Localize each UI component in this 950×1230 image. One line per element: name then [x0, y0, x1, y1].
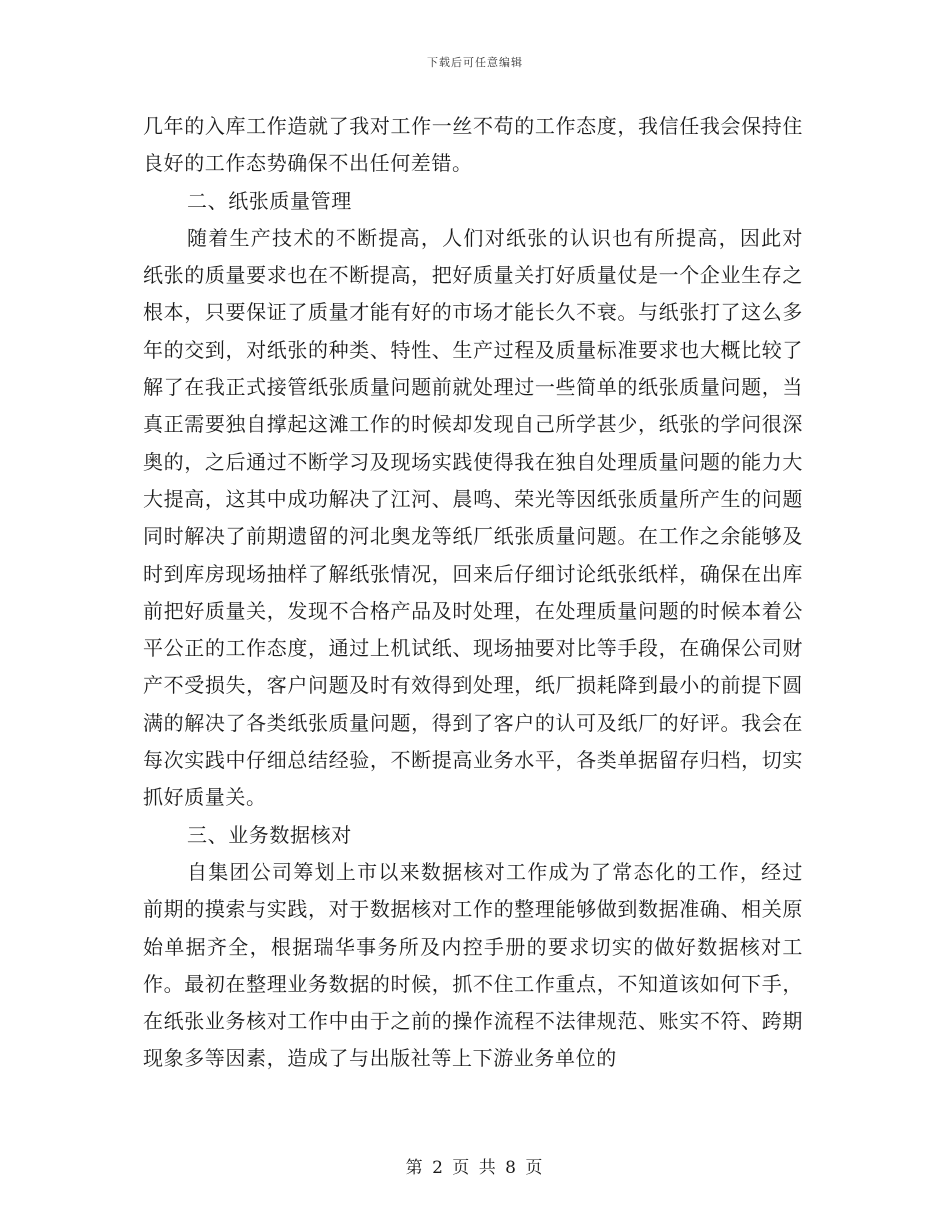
page-header-note: 下载后可任意编辑 — [427, 56, 523, 69]
section-heading-paper-quality: 二、纸张质量管理 — [187, 188, 352, 213]
paragraph-continuation: 几年的入库工作造就了我对工作一丝不苟的工作态度，我信任我会保持住良好的工作态势确保不出任何差错。 — [143, 114, 803, 176]
page-number: 第 2 页 共 8 页 — [405, 1158, 545, 1178]
paragraph-data-check: 自集团公司筹划上市以来数据核对工作成为了常态化的工作，经过前期的摸索与实践，对于数据核对工作的整理能够做到数据准确、相关原始单据齐全，根据瑞华事务所及内控手册的要求切实的做好数据核对工作。最初在整理业务数据的时候，抓不住工作重点，不知道该如何下手，在纸张业务核对工作中由于之前的操作流程不法律规范、账实不符、跨期现象多等因素，造成了与出版社等上下游业务单位的 — [143, 859, 803, 1071]
document-body — [143, 108, 803, 1078]
section-heading-data-check: 三、业务数据核对 — [187, 822, 352, 847]
paragraph-paper-quality: 随着生产技术的不断提高，人们对纸张的认识也有所提高，因此对纸张的质量要求也在不断提高，把好质量关打好质量仗是一个企业生存之根本，只要保证了质量才能有好的市场才能长久不衰。与纸张打了这么多年的交到，对纸张的种类、特性、生产过程及质量标准要求也大概比较了解了在我正式接管纸张质量问题前就处理过一些简单的纸张质量问题，当真正需要独自撑起这滩工作的时候却发现自己所学甚少，纸张的学问很深奥的，之后通过不断学习及现场实践使得我在独自处理质量问题的能力大大提高，这其中成功解决了江河、晨鸣、荣光等因纸张质量所产生的问题同时解决了前期遗留的河北奥龙等纸厂纸张质量问题。在工作之余能够及时到库房现场抽样了解纸张情况，回来后仔细讨论纸张纸样，确保在出库前把好质量关，发现不合格产品及时处理，在处理质量问题的时候本着公平公正的工作态度，通过上机试纸、现场抽要对比等手段，在确保公司财产不受损失，客户问题及时有效得到处理，纸厂损耗降到最小的前提下圆满的解决了各类纸张质量问题，得到了客户的认可及纸厂的好评。我会在每次实践中仔细总结经验，不断提高业务水平，各类单据留存归档，切实抓好质量关。 — [143, 225, 803, 810]
